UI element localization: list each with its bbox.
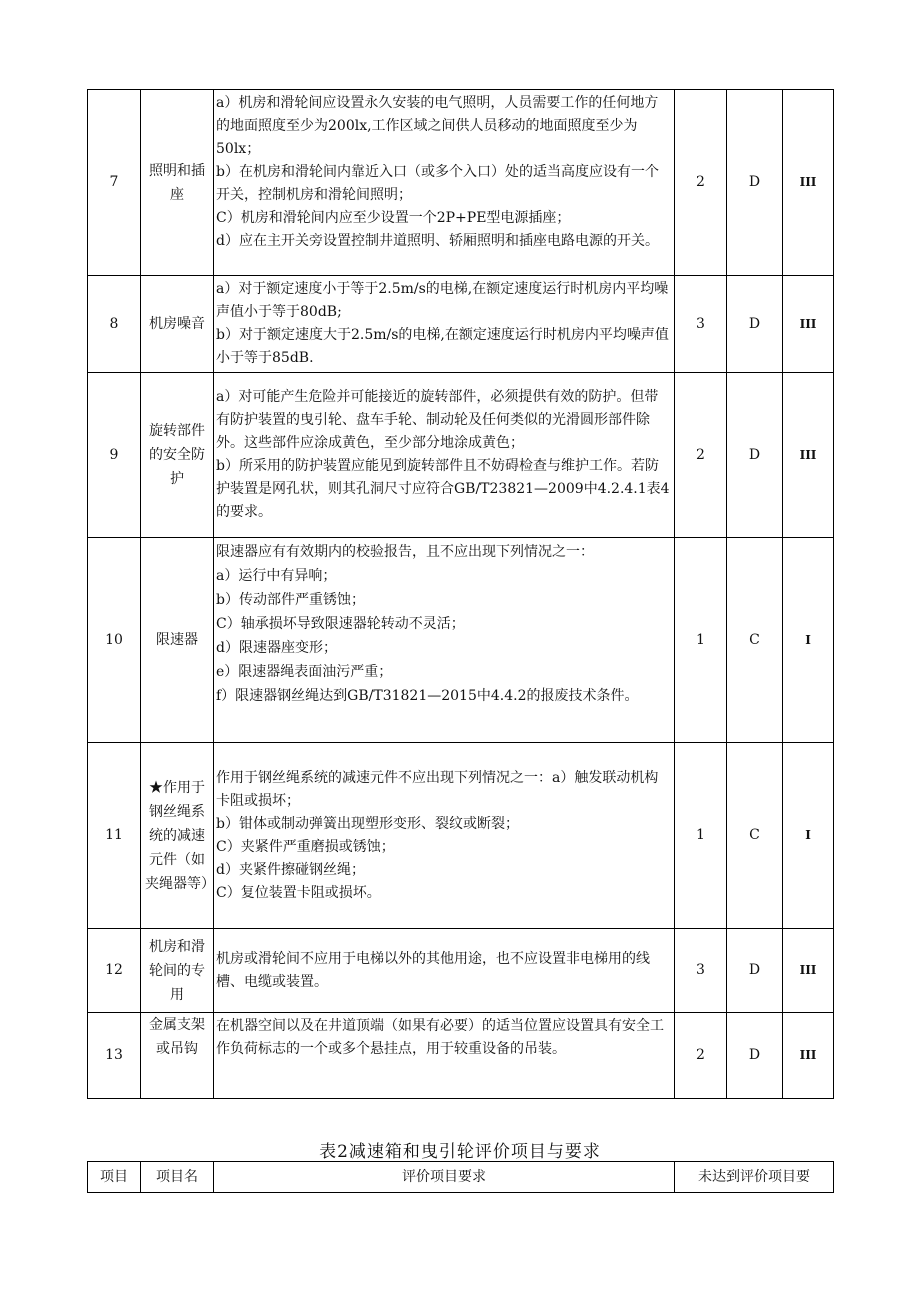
item-score: 2	[675, 373, 727, 538]
requirement-line: C）复位装置卡阻或损坏。	[216, 884, 381, 901]
requirement-line: C）夹紧件严重磨损或锈蚀；	[216, 838, 395, 855]
item-level: D	[727, 276, 783, 373]
item-number: 7	[88, 90, 141, 276]
requirement-line: C）机房和滑轮间内应至少设置一个2P+PE型电源插座；	[216, 210, 571, 226]
requirement-line: a）对可能产生危险并可能接近的旋转部件，必须提供有效的防护。但带有防护装置的曳引轮、盘车手轮、制动轮及任何类似的光滑圆形部件除外。这些部件应涂成黄色，至少部分地涂成黄色；	[216, 389, 659, 451]
requirement-line: d）应在主开关旁设置控制井道照明、轿厢照明和插座电路电源的开关。	[216, 233, 659, 249]
table-row	[88, 373, 834, 538]
item-requirements	[214, 538, 675, 743]
table-caption: 表2减速箱和曳引轮评价项目与要求	[319, 1142, 601, 1162]
item-name: ★作用于钢丝绳系统的减速元件（如夹绳器等）	[141, 743, 214, 929]
table2-header	[87, 1161, 834, 1193]
requirement-line: 机房或滑轮间不应用于电梯以外的其他用途，也不应设置非电梯用的线槽、电缆或装置。	[216, 950, 650, 990]
item-level: C	[727, 538, 783, 743]
item-grade: III	[783, 373, 834, 538]
item-number: 10	[88, 538, 141, 743]
item-level: D	[727, 929, 783, 1013]
item-level: D	[727, 373, 783, 538]
requirement-line: b）对于额定速度大于2.5m/s的电梯,在额定速度运行时机房内平均噪声值小于等于85dB.	[216, 327, 669, 366]
requirement-line: 限速器应有有效期内的校验报告，且不应出现下列情况之一：	[216, 544, 594, 560]
requirement-line: e）限速器绳表面油污严重；	[216, 664, 393, 680]
requirement-line: C）轴承损坏导致限速器轮转动不灵活；	[216, 616, 465, 632]
table-row	[88, 538, 834, 743]
item-name: 机房和滑轮间的专用	[141, 929, 214, 1013]
table-row	[88, 276, 834, 373]
requirement-line: b）传动部件严重锈蚀；	[216, 592, 365, 608]
item-name: 旋转部件的安全防护	[141, 373, 214, 538]
item-score: 3	[675, 276, 727, 373]
item-grade: III	[783, 276, 834, 373]
item-number: 12	[88, 929, 141, 1013]
requirement-line: d）限速器座变形；	[216, 640, 337, 656]
item-score: 1	[675, 538, 727, 743]
item-requirements	[214, 743, 675, 929]
item-name: 限速器	[141, 538, 214, 743]
item-number: 13	[88, 1013, 141, 1099]
header-cell: 项目	[88, 1162, 141, 1193]
table-row	[88, 929, 834, 1013]
item-grade: III	[783, 90, 834, 276]
requirement-line: a）对于额定速度小于等于2.5m/s的电梯,在额定速度运行时机房内平均噪声值小于等于80dB;	[216, 281, 669, 320]
requirement-line: f）限速器钢丝绳达到GB/T31821—2015中4.4.2的报废技术条件。	[216, 688, 639, 704]
item-level: D	[727, 1013, 783, 1099]
item-requirements	[214, 373, 675, 538]
item-level: D	[727, 90, 783, 276]
requirement-line: 在机器空间以及在井道顶端（如果有必要）的适当位置应设置具有安全工作负荷标志的一个或多个悬挂点，用于较重设备的吊装。	[216, 1018, 664, 1057]
requirement-line: 作用于钢丝绳系统的减速元件不应出现下列情况之一：a）触发联动机构卡阻或损坏；	[216, 769, 659, 809]
item-name: 机房噪音	[141, 276, 214, 373]
item-requirements	[214, 90, 675, 276]
item-score: 2	[675, 1013, 727, 1099]
item-grade: III	[783, 1013, 834, 1099]
table-header-row	[88, 1162, 834, 1193]
table-row	[88, 743, 834, 929]
item-requirements	[214, 929, 675, 1013]
header-cell: 未达到评价项目要	[675, 1162, 834, 1193]
item-score: 3	[675, 929, 727, 1013]
item-level: C	[727, 743, 783, 929]
item-number: 8	[88, 276, 141, 373]
header-cell: 评价项目要求	[214, 1162, 675, 1193]
item-score: 2	[675, 90, 727, 276]
item-grade: I	[783, 538, 834, 743]
header-cell: 项目名	[141, 1162, 214, 1193]
item-requirements	[214, 1013, 675, 1099]
item-name: 照明和插座	[141, 90, 214, 276]
item-name: 金属支架或吊钩	[141, 1013, 214, 1099]
table-row	[88, 1013, 834, 1099]
item-number: 11	[88, 743, 141, 929]
item-score: 1	[675, 743, 727, 929]
requirement-line: a）机房和滑轮间应设置永久安装的电气照明，人员需要工作的任何地方的地面照度至少为200lx,工作区域之间供人员移动的地面照度至少为50lx；	[216, 95, 659, 157]
requirement-line: d）夹紧件擦碰钢丝绳；	[216, 861, 365, 878]
requirement-line: a）运行中有异响；	[216, 568, 337, 584]
requirement-line: b）在机房和滑轮间内靠近入口（或多个入口）处的适当高度应设有一个开关，控制机房和滑轮间照明；	[216, 164, 659, 203]
requirement-line: b）钳体或制动弹簧出现塑形变形、裂纹或断裂；	[216, 815, 519, 832]
item-grade: III	[783, 929, 834, 1013]
evaluation-table	[87, 89, 834, 1099]
table-row	[88, 90, 834, 276]
item-requirements	[214, 276, 675, 373]
item-number: 9	[88, 373, 141, 538]
item-grade: I	[783, 743, 834, 929]
requirement-line: b）所采用的防护装置应能见到旋转部件且不妨碍检查与维护工作。若防护装置是网孔状，则其孔洞尺寸应符合GB/T23821—2009中4.2.4.1表4的要求。	[216, 458, 670, 520]
